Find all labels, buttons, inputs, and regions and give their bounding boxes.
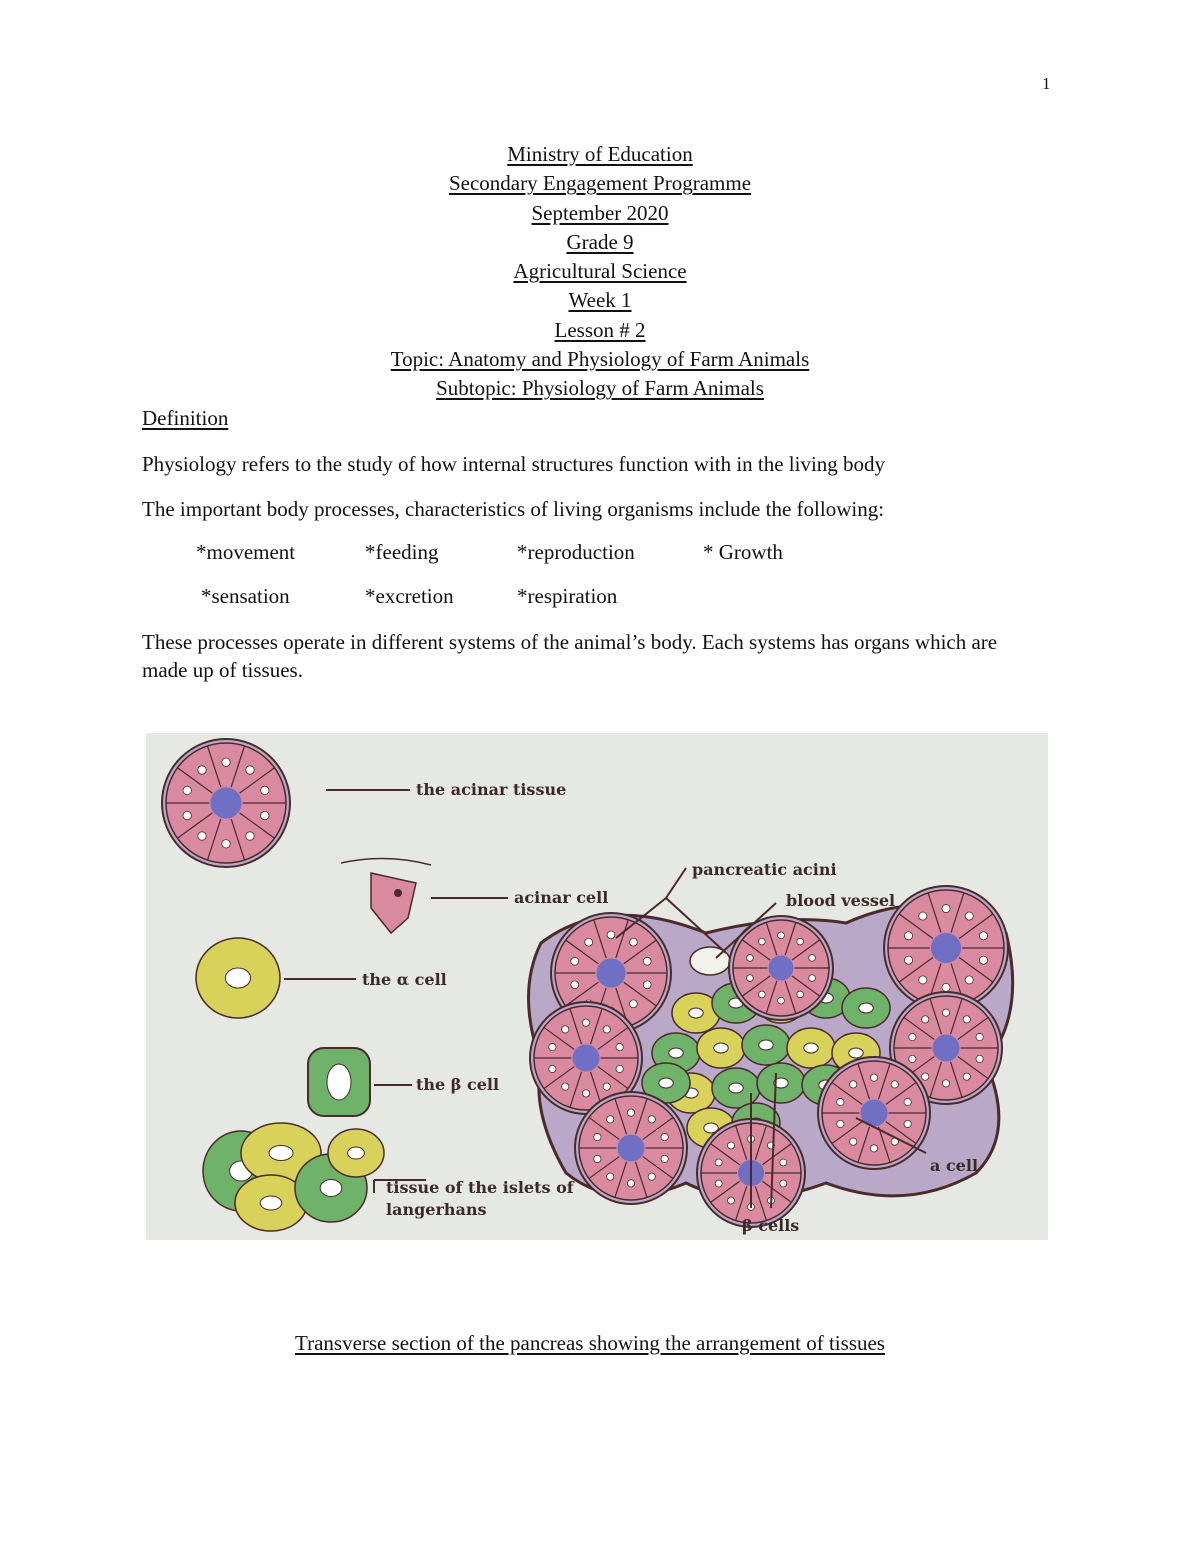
acinus-top-left-lumen — [596, 958, 625, 987]
processes-intro: The important body processes, characteristics of living organisms include the following: — [142, 497, 885, 521]
acinus-bottom-left-cell-nucleus — [661, 1155, 668, 1162]
label-islets-line2: langerhans — [386, 1200, 487, 1219]
acinus-bottom-center-cell-nucleus — [728, 1142, 735, 1149]
acinus-bottom-left-cell-nucleus — [607, 1173, 614, 1180]
acinus-top-left-cell-nucleus — [643, 981, 651, 989]
header-ministry: Ministry of Education — [507, 142, 693, 166]
header-week: Week 1 — [568, 288, 632, 313]
acinus-middle-left-cell-nucleus — [603, 1026, 610, 1033]
acinus-top-center-cell-nucleus — [747, 975, 754, 982]
acinus-bottom-left-cell-nucleus — [594, 1133, 601, 1140]
acinus-top-left-cell-nucleus — [643, 957, 651, 965]
acinus-top-right-cell-nucleus — [965, 912, 973, 920]
header-lesson: Lesson # 2 — [554, 317, 646, 342]
acinus-bottom-left-cell-nucleus — [594, 1155, 601, 1162]
process-item: *excretion — [365, 584, 454, 608]
acinar-tissue-drawing-cell-nucleus — [183, 786, 191, 794]
label-acinar-cell: acinar cell — [514, 888, 609, 907]
acinus-top-right-cell-nucleus — [979, 932, 987, 940]
acinus-middle-right-cell-nucleus — [963, 1073, 970, 1080]
islet-beta-cell-nucleus — [729, 1083, 743, 1093]
acinus-top-right-cell-nucleus — [979, 956, 987, 964]
acinus-top-center-cell-nucleus — [809, 975, 816, 982]
acinus-top-left-cell-nucleus — [629, 938, 637, 946]
pancreas-figure — [146, 733, 1048, 1240]
islet-alpha-cell-nucleus — [804, 1043, 818, 1053]
islet-beta-cell-nucleus — [669, 1048, 683, 1058]
acinus-bottom-left-cell-nucleus — [627, 1180, 634, 1187]
acinus-top-right-lumen — [931, 933, 961, 963]
acinus-bottom-right-cell-nucleus — [837, 1098, 844, 1105]
acinus-bottom-center-cell-nucleus — [715, 1159, 722, 1166]
acinus-bottom-right-cell-nucleus — [870, 1074, 877, 1081]
label-blood-vessel: blood vessel — [786, 891, 896, 910]
islet-cell-yellow-nucleus — [269, 1146, 293, 1161]
acinus-top-left-cell-nucleus — [629, 1000, 637, 1008]
acinus-middle-left-cell-nucleus — [582, 1019, 589, 1026]
acinus-top-right-cell-nucleus — [919, 912, 927, 920]
acinus-middle-right-cell-nucleus — [963, 1016, 970, 1023]
acinar-tissue-drawing-lumen — [210, 787, 241, 818]
alpha-cell-drawing-nucleus — [225, 968, 250, 988]
acinus-middle-right-cell-nucleus — [976, 1033, 983, 1040]
label-acinar-tissue: the acinar tissue — [416, 780, 567, 799]
label-beta-cells: β cells — [742, 1216, 800, 1235]
acinus-top-right-cell-nucleus — [904, 956, 912, 964]
acinar-tissue-drawing-cell-nucleus — [183, 811, 191, 819]
label-alpha-cell: the α cell — [362, 970, 447, 989]
acinus-top-right-cell-nucleus — [942, 983, 950, 991]
figure-caption: Transverse section of the pancreas showing the arrangement of tissues — [295, 1331, 885, 1355]
acinus-middle-left-cell-nucleus — [549, 1043, 556, 1050]
systems-paragraph: These processes operate in different systems of the animal’s body. Each systems has organs which are made up of tissues. — [142, 630, 998, 682]
acinus-top-center-cell-nucleus — [797, 991, 804, 998]
acinus-middle-left-cell-nucleus — [562, 1026, 569, 1033]
acinus-top-right-cell-nucleus — [919, 976, 927, 984]
label-pancreatic-acini: pancreatic acini — [692, 860, 837, 879]
islet-cell-yellow-nucleus — [348, 1147, 365, 1159]
acinus-bottom-left-cell-nucleus — [627, 1109, 634, 1116]
process-item: * Growth — [703, 540, 783, 564]
acinar-tissue-drawing-cell-nucleus — [222, 840, 230, 848]
acinus-top-center-cell-nucleus — [809, 955, 816, 962]
islet-beta-cell-nucleus — [759, 1040, 773, 1050]
acinar-tissue-drawing-cell-nucleus — [261, 786, 269, 794]
document-header — [0, 140, 1200, 404]
page-number: 1 — [1042, 74, 1051, 93]
islet-cell-yellow-nucleus — [260, 1196, 282, 1210]
acinus-bottom-right-cell-nucleus — [891, 1081, 898, 1088]
acinus-middle-left-cell-nucleus — [549, 1065, 556, 1072]
process-item: *reproduction — [517, 540, 635, 564]
acinus-bottom-center-cell-nucleus — [728, 1197, 735, 1204]
acinus-middle-right-lumen — [932, 1034, 959, 1061]
acinus-middle-left-lumen — [572, 1044, 599, 1071]
header-subtopic: Subtopic: Physiology of Farm Animals — [436, 376, 764, 401]
acinus-bottom-center-cell-nucleus — [715, 1180, 722, 1187]
acinus-bottom-right-cell-nucleus — [850, 1138, 857, 1145]
acinus-top-center-cell-nucleus — [747, 955, 754, 962]
label-islets-line1: tissue of the islets of — [386, 1178, 574, 1197]
header-topic: Topic: Anatomy and Physiology of Farm Animals — [390, 347, 810, 372]
acinus-middle-right-cell-nucleus — [909, 1033, 916, 1040]
label-beta-cell: the β cell — [416, 1075, 500, 1094]
acinus-bottom-right-cell-nucleus — [870, 1145, 877, 1152]
acinus-bottom-center-cell-nucleus — [780, 1159, 787, 1166]
acinar-tissue-drawing-cell-nucleus — [261, 811, 269, 819]
acinus-bottom-left-cell-nucleus — [661, 1133, 668, 1140]
acinus-top-left-cell-nucleus — [607, 931, 615, 939]
islet-cell-green-nucleus — [320, 1180, 342, 1197]
header-date: September 2020 — [531, 200, 669, 225]
acinus-middle-left-cell-nucleus — [616, 1043, 623, 1050]
acinus-top-left-cell-nucleus — [571, 981, 579, 989]
acinus-top-center-cell-nucleus — [758, 938, 765, 945]
acinus-bottom-center-cell-nucleus — [780, 1180, 787, 1187]
definition-text: Physiology refers to the study of how internal structures function with in the living body — [142, 452, 886, 476]
acinus-middle-right-cell-nucleus — [976, 1055, 983, 1062]
acinus-top-left-cell-nucleus — [585, 938, 593, 946]
acinus-middle-right-cell-nucleus — [922, 1073, 929, 1080]
process-item: *sensation — [201, 584, 290, 608]
process-item: *respiration — [517, 584, 618, 608]
acinus-top-right-cell-nucleus — [965, 976, 973, 984]
acinar-cell-nucleus — [394, 889, 402, 897]
acinus-bottom-right-cell-nucleus — [904, 1098, 911, 1105]
acinus-bottom-right-cell-nucleus — [904, 1120, 911, 1127]
acinus-bottom-right-cell-nucleus — [837, 1120, 844, 1127]
acinus-top-center-cell-nucleus — [778, 997, 785, 1004]
acinus-middle-right-cell-nucleus — [942, 1009, 949, 1016]
acinus-middle-right-cell-nucleus — [942, 1080, 949, 1087]
header-grade: Grade 9 — [566, 229, 634, 254]
acinus-middle-right-cell-nucleus — [909, 1055, 916, 1062]
acinus-bottom-left-lumen — [617, 1134, 644, 1161]
acinus-top-right-cell-nucleus — [942, 905, 950, 913]
acinar-tissue-drawing-cell-nucleus — [198, 832, 206, 840]
acinus-bottom-right-cell-nucleus — [850, 1081, 857, 1088]
process-item: *movement — [196, 540, 296, 564]
acinus-top-left-cell-nucleus — [571, 957, 579, 965]
acinus-top-right-cell-nucleus — [904, 932, 912, 940]
beta-cell-nucleus — [327, 1064, 351, 1100]
acinus-middle-left-cell-nucleus — [603, 1083, 610, 1090]
acinus-middle-left-cell-nucleus — [582, 1090, 589, 1097]
acinar-tissue-drawing-cell-nucleus — [222, 758, 230, 766]
islet-beta-cell-nucleus — [859, 1003, 873, 1013]
label-a-cell: a cell — [930, 1156, 979, 1175]
header-subject: Agricultural Science — [513, 259, 687, 284]
acinus-bottom-left-cell-nucleus — [648, 1173, 655, 1180]
acinar-tissue-drawing-cell-nucleus — [246, 766, 254, 774]
islet-beta-cell-nucleus — [659, 1078, 673, 1088]
acinar-tissue-drawing-cell-nucleus — [246, 832, 254, 840]
acinus-middle-left-cell-nucleus — [562, 1083, 569, 1090]
header-programme: Secondary Engagement Programme — [448, 171, 752, 196]
acinus-bottom-left-cell-nucleus — [607, 1116, 614, 1123]
acinus-top-center-lumen — [769, 956, 794, 981]
acinus-top-center-cell-nucleus — [758, 991, 765, 998]
acinus-middle-right-cell-nucleus — [922, 1016, 929, 1023]
islet-alpha-cell-nucleus — [714, 1043, 728, 1053]
acinar-tissue-drawing-cell-nucleus — [198, 766, 206, 774]
process-item: *feeding — [365, 540, 439, 564]
acinus-top-center-cell-nucleus — [778, 932, 785, 939]
acinus-top-center-cell-nucleus — [797, 938, 804, 945]
acinus-bottom-left-cell-nucleus — [648, 1116, 655, 1123]
acinus-middle-left-cell-nucleus — [616, 1065, 623, 1072]
definition-heading: Definition — [142, 406, 229, 430]
islet-alpha-cell-nucleus — [689, 1008, 703, 1018]
islet-alpha-cell-nucleus — [849, 1048, 863, 1058]
